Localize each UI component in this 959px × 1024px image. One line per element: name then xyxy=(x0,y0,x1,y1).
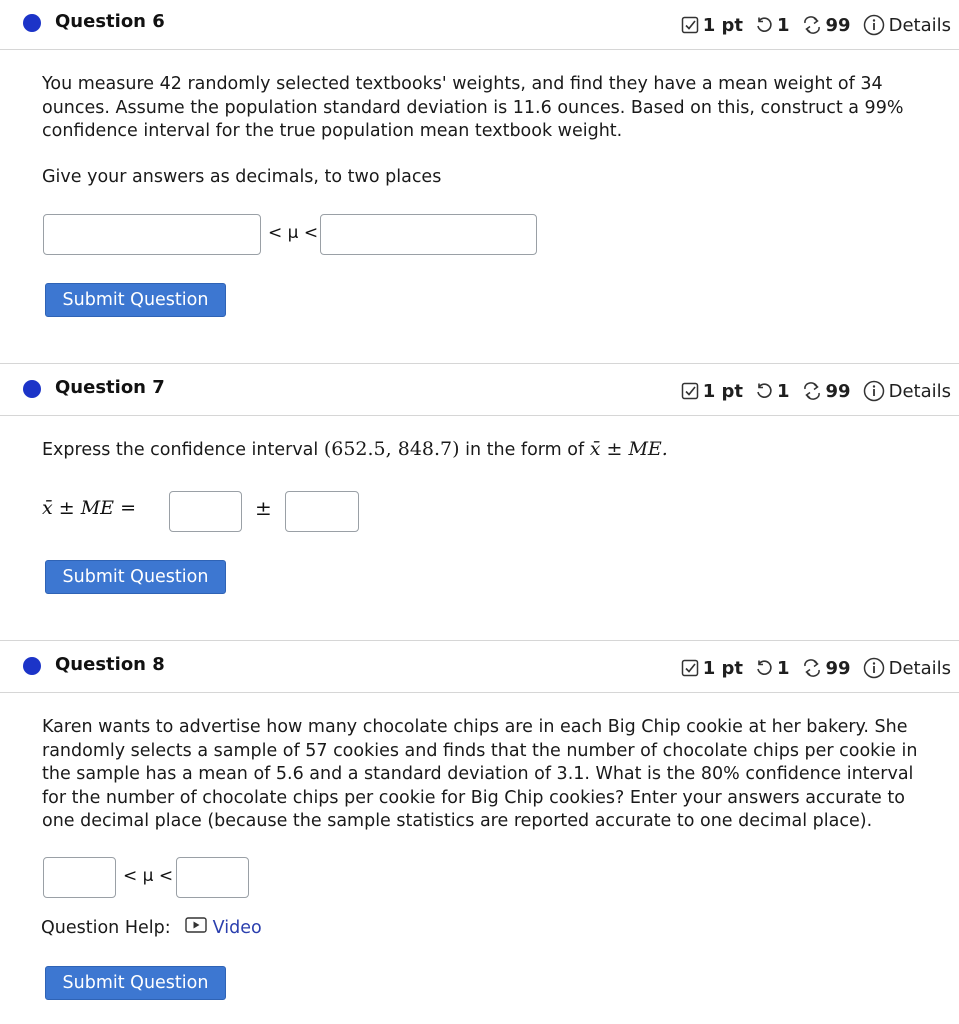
q7-submit-button[interactable]: Submit Question xyxy=(45,560,226,594)
question-6-prompt: You measure 42 randomly selected textbooks' weights, and find they have a mean weight of 34 ounces. Assume the population standard deviation is 11.6 ounces. Based on this, construct a 99% confidence interval for the true population mean textbook weight. xyxy=(42,74,904,141)
points-label: 1 pt xyxy=(702,657,743,679)
interval-value: (652.5, 848.7) xyxy=(323,438,460,460)
checkbox-icon xyxy=(681,16,699,34)
question-6-text xyxy=(42,73,922,144)
question-7-header xyxy=(0,366,959,416)
q6-mu-relation: < μ < xyxy=(268,223,319,243)
question-8-header xyxy=(0,643,959,693)
details-link[interactable]: Details xyxy=(888,657,951,679)
question-separator xyxy=(0,640,959,641)
points-label: 1 pt xyxy=(702,14,743,36)
q8-upper-bound-input[interactable] xyxy=(176,857,249,898)
q8-lower-bound-input[interactable] xyxy=(43,857,116,898)
question-title: Question 6 xyxy=(55,11,165,32)
question-6-header xyxy=(0,0,959,50)
question-status-dot xyxy=(23,657,41,675)
details-link[interactable]: Details xyxy=(888,14,951,36)
question-title: Question 7 xyxy=(55,377,165,398)
question-separator xyxy=(0,363,959,364)
checkbox-icon xyxy=(681,382,699,400)
question-status-dot xyxy=(23,14,41,32)
question-status-dot xyxy=(23,380,41,398)
attempts-count: 99 xyxy=(825,380,851,402)
attempts-count: 99 xyxy=(825,657,851,679)
question-title: Question 8 xyxy=(55,654,165,675)
attempts-icon xyxy=(802,381,822,401)
retries-count: 1 xyxy=(777,657,790,679)
video-play-icon xyxy=(185,917,207,938)
info-icon[interactable] xyxy=(863,657,885,679)
info-icon[interactable] xyxy=(863,14,885,36)
info-icon[interactable] xyxy=(863,380,885,402)
q8-mu-relation: < μ < xyxy=(123,866,174,886)
retry-icon xyxy=(755,16,773,34)
attempts-icon xyxy=(802,658,822,678)
q7-plus-minus: ± xyxy=(255,496,272,520)
attempts-icon xyxy=(802,15,822,35)
retry-icon xyxy=(755,382,773,400)
retries-count: 1 xyxy=(777,380,790,402)
question-8-prompt: Karen wants to advertise how many chocolate chips are in each Big Chip cookie at her bakery. She randomly selects a sample of 57 cookies and finds that the number of chocolate chips per cookie in the sample has a mean of 5.6 and a standard deviation of 3.1. What is the 80% confidence interval for the number of chocolate chips per cookie for Big Chip cookies? Enter your answers accurate to one decimal place (because the sample statistics are reported accurate to one decimal place). xyxy=(42,717,918,831)
question-8-text xyxy=(42,716,932,834)
q7-margin-input[interactable] xyxy=(285,491,359,532)
question-meta xyxy=(681,376,951,406)
q7-mean-input[interactable] xyxy=(169,491,242,532)
retries-count: 1 xyxy=(777,14,790,36)
video-link-label[interactable]: Video xyxy=(212,917,262,938)
checkbox-icon xyxy=(681,659,699,677)
question-7-text: Express the confidence interval (652.5, 848.7) in the form of x̄ ± ME. xyxy=(42,438,668,460)
q8-submit-button[interactable]: Submit Question xyxy=(45,966,226,1000)
question-6-instruction: Give your answers as decimals, to two places xyxy=(42,167,442,187)
q6-lower-bound-input[interactable] xyxy=(43,214,261,255)
attempts-count: 99 xyxy=(825,14,851,36)
question-help-label: Question Help: xyxy=(41,917,171,938)
question-meta xyxy=(681,10,951,40)
question-help xyxy=(41,917,262,938)
question-meta xyxy=(681,653,951,683)
video-help-link[interactable] xyxy=(185,917,262,938)
details-link[interactable]: Details xyxy=(888,380,951,402)
form-expression: x̄ ± ME. xyxy=(589,438,668,460)
points-label: 1 pt xyxy=(702,380,743,402)
retry-icon xyxy=(755,659,773,677)
q6-submit-button[interactable]: Submit Question xyxy=(45,283,226,317)
q7-lhs-expression: x̄ ± ME = xyxy=(42,497,136,519)
q6-upper-bound-input[interactable] xyxy=(320,214,537,255)
